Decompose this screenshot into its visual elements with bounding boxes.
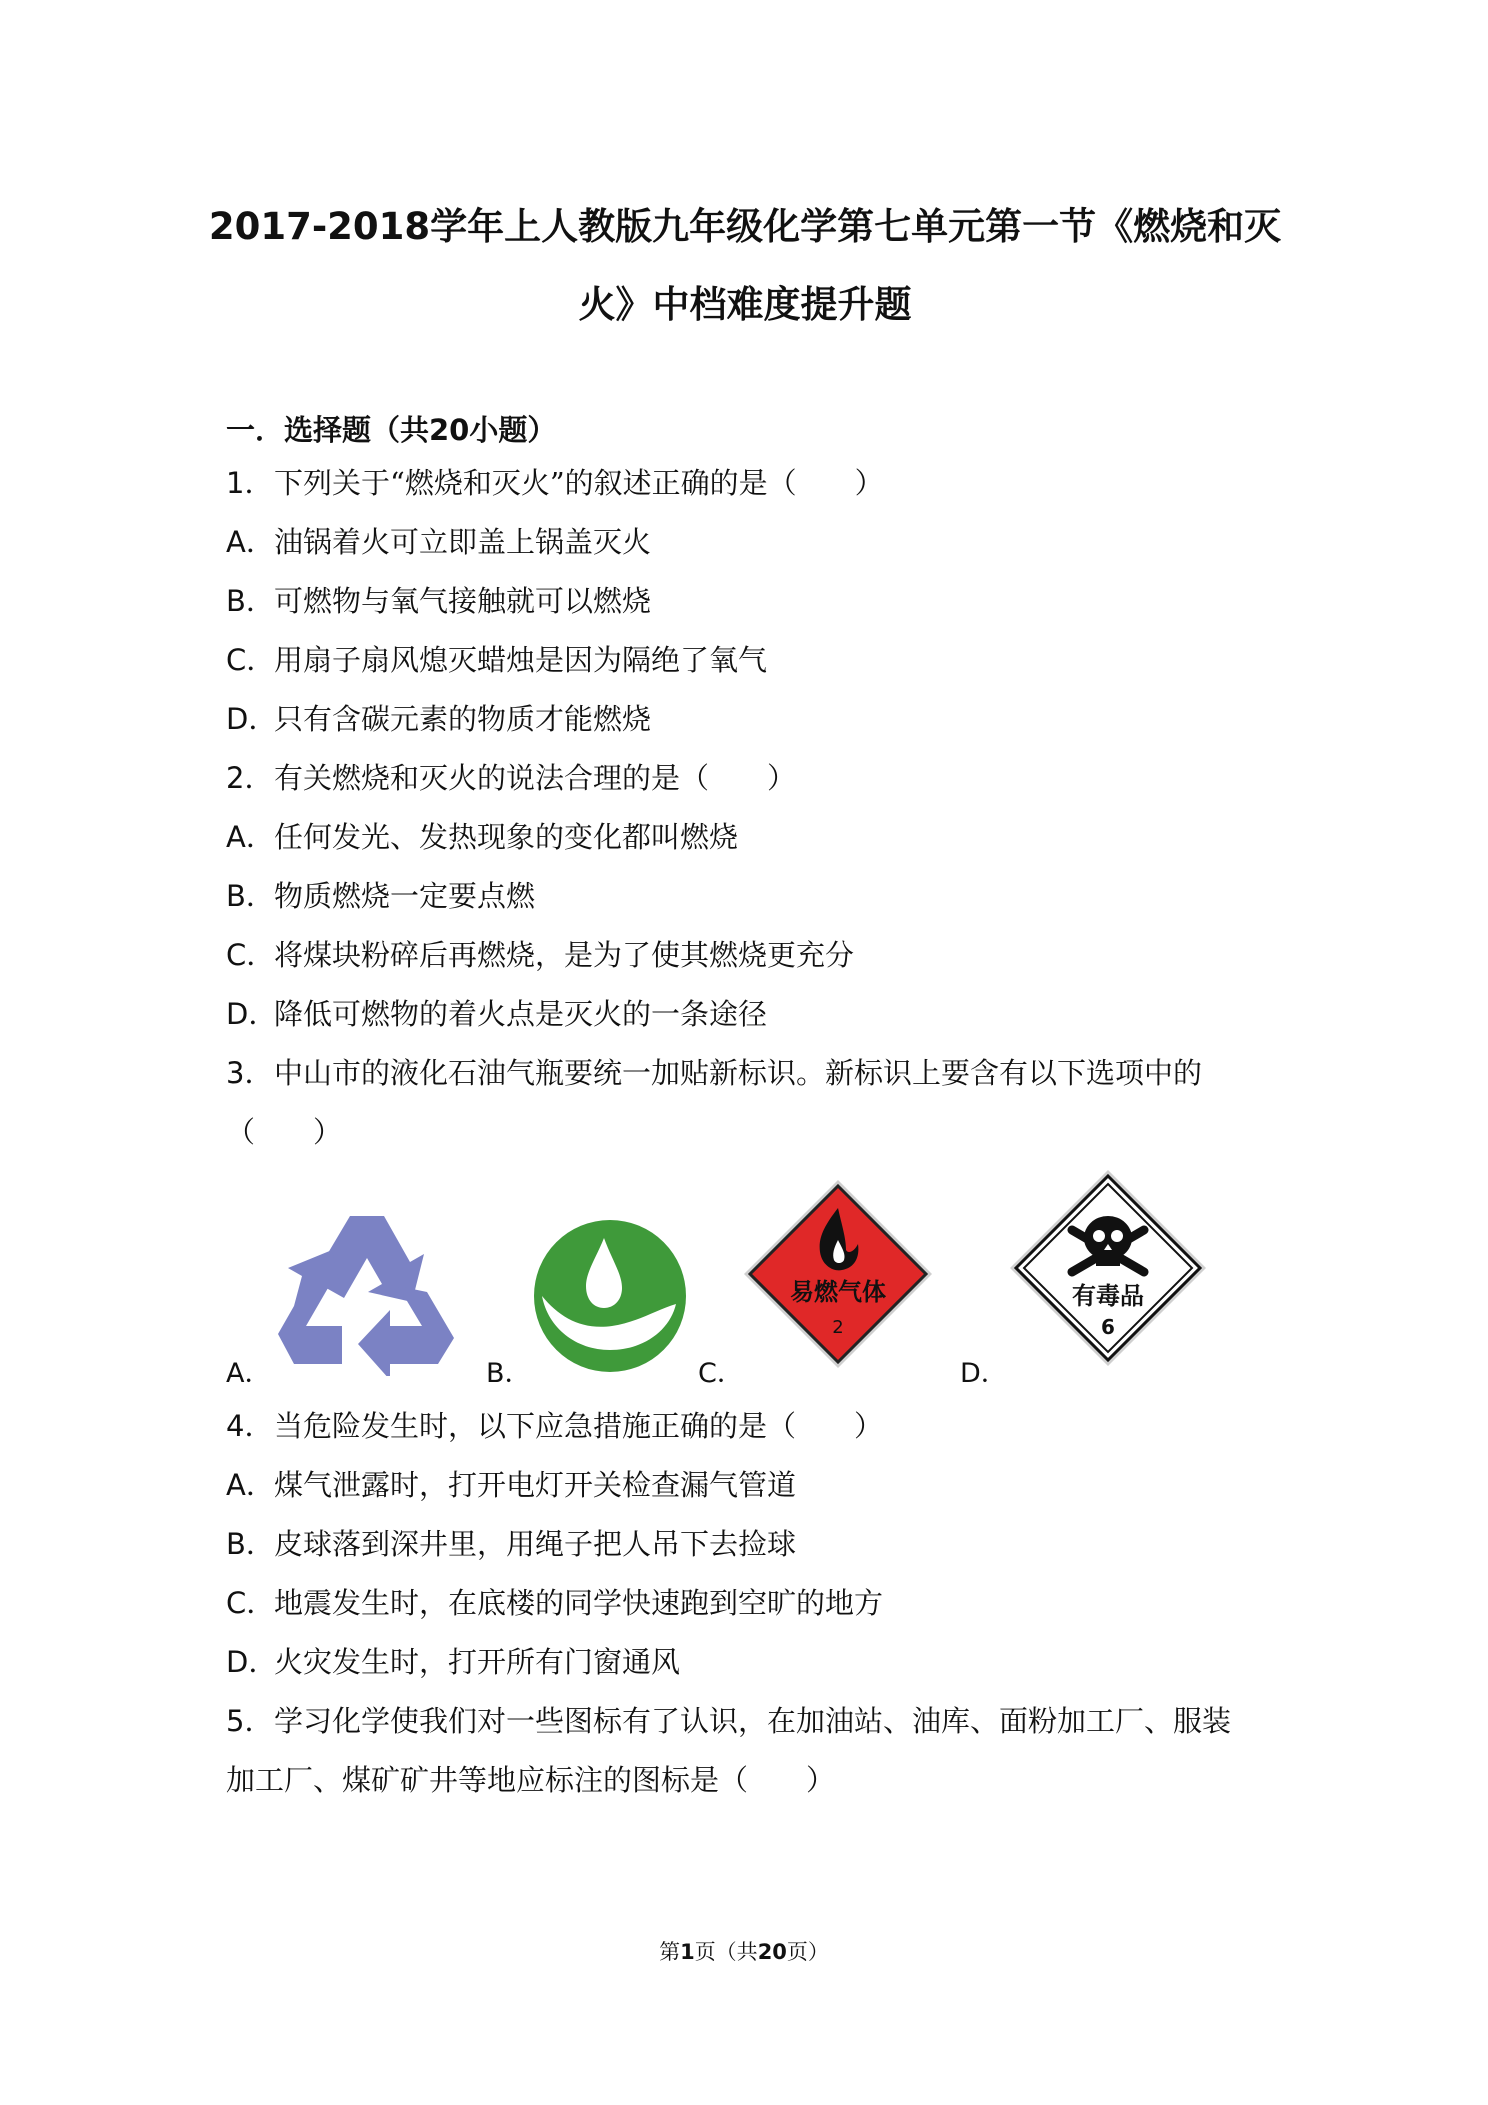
question-text: 下列关于“燃烧和灭火”的叙述正确的是（ ）	[274, 466, 884, 500]
option-4c	[226, 1586, 883, 1621]
footer-page-number: 1	[680, 1940, 695, 1964]
option-text: 油锅着火可立即盖上锅盖灭火	[274, 525, 652, 559]
option-text: 可燃物与氧气接触就可以燃烧	[274, 584, 652, 618]
option-label: B．	[226, 879, 275, 913]
sign-text: 有毒品	[1072, 1282, 1144, 1310]
document-title-line1: 2017-2018学年上人教版九年级化学第七单元第一节《燃烧和灭	[208, 205, 1282, 248]
option-text: 降低可燃物的着火点是灭火的一条途径	[274, 997, 768, 1031]
question-text: 中山市的液化石油气瓶要统一加贴新标识。新标识上要含有以下选项中的	[274, 1056, 1203, 1090]
option-text: 用扇子扇风熄灭蜡烛是因为隔绝了氧气	[274, 643, 768, 677]
footer-suffix: 页）	[786, 1940, 829, 1964]
recycle-arrows	[278, 1216, 454, 1376]
option-text: 任何发光、发热现象的变化都叫燃烧	[274, 820, 739, 854]
footer-total-pages: 20	[757, 1940, 787, 1964]
question-3	[226, 1056, 1202, 1091]
question-number: 4．	[226, 1409, 274, 1443]
sign-class-number: 6	[1101, 1315, 1115, 1339]
question-2	[226, 761, 796, 796]
recycle-icon	[272, 1206, 462, 1376]
option-label: B．	[226, 584, 275, 618]
option-label: C．	[226, 938, 276, 972]
option-1d	[226, 702, 651, 737]
question-number: 1．	[226, 466, 274, 500]
option-text: 只有含碳元素的物质才能燃烧	[274, 702, 652, 736]
option-label: C．	[226, 1586, 276, 1620]
option-4a	[226, 1468, 796, 1503]
document-title-line2: 火》中档难度提升题	[578, 283, 912, 326]
option-label: A．	[226, 1468, 275, 1502]
option-3d-label: D．	[960, 1358, 1008, 1389]
option-label: D．	[226, 997, 278, 1031]
option-2c	[226, 938, 854, 973]
question-text: 有关燃烧和灭火的说法合理的是（ ）	[274, 761, 797, 795]
option-label: D．	[226, 702, 278, 736]
sign-text: 易燃气体	[790, 1278, 886, 1306]
sign-class-number: 2	[832, 1317, 844, 1338]
option-label: C．	[226, 643, 276, 677]
option-4d	[226, 1645, 680, 1680]
water-saving-icon	[530, 1218, 690, 1374]
option-label: A．	[226, 820, 275, 854]
option-label: A．	[226, 525, 275, 559]
question-number: 3．	[226, 1056, 274, 1090]
footer-mid: 页（共	[694, 1940, 758, 1964]
question-4	[226, 1409, 883, 1444]
flammable-gas-sign	[742, 1178, 934, 1370]
option-2b	[226, 879, 535, 914]
option-4b	[226, 1527, 796, 1562]
question-number: 2．	[226, 761, 274, 795]
option-text: 地震发生时，在底楼的同学快速跑到空旷的地方	[274, 1586, 884, 1620]
question-3-line2: （ ）	[226, 1115, 343, 1149]
option-2d	[226, 997, 767, 1032]
page-footer	[0, 1936, 1488, 1966]
question-1	[226, 466, 884, 501]
option-3b-label: B．	[486, 1358, 532, 1389]
option-text: 将煤块粉碎后再燃烧，是为了使其燃烧更充分	[274, 938, 855, 972]
question-5	[226, 1704, 1231, 1739]
question-number: 5．	[226, 1704, 274, 1738]
option-1c	[226, 643, 767, 678]
section-heading: 一．选择题（共20小题）	[226, 413, 557, 447]
option-text: 皮球落到深井里，用绳子把人吊下去捡球	[274, 1527, 797, 1561]
question-text: 学习化学使我们对一些图标有了认识，在加油站、油库、面粉加工厂、服装	[274, 1704, 1232, 1738]
option-label: D．	[226, 1645, 278, 1679]
footer-prefix: 第	[659, 1940, 681, 1964]
option-3a-label: A．	[226, 1358, 272, 1389]
option-text: 火灾发生时，打开所有门窗通风	[274, 1645, 681, 1679]
option-label: B．	[226, 1527, 275, 1561]
option-3c-label: C．	[698, 1358, 744, 1389]
question-text: 当危险发生时，以下应急措施正确的是（ ）	[274, 1409, 884, 1443]
option-1a	[226, 525, 651, 560]
question-5-line2: 加工厂、煤矿矿井等地应标注的图标是（ ）	[226, 1763, 836, 1797]
option-2a	[226, 820, 738, 855]
option-1b	[226, 584, 651, 619]
option-text: 物质燃烧一定要点燃	[274, 879, 536, 913]
toxic-sign	[1008, 1168, 1208, 1368]
option-text: 煤气泄露时，打开电灯开关检查漏气管道	[274, 1468, 797, 1502]
